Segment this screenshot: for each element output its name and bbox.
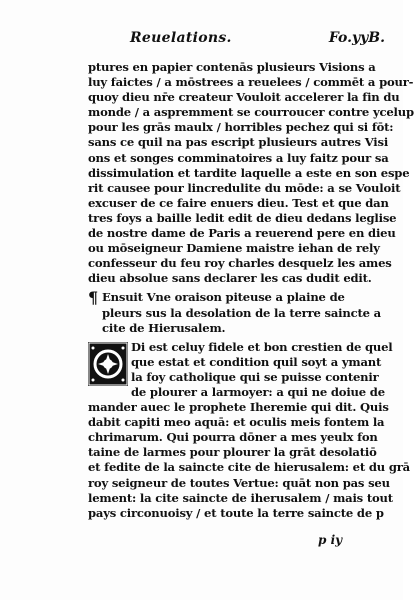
text-line: confesseur du feu roy charles desquelz les ames [88,256,392,271]
running-title: Reuelations. [130,30,232,46]
text-line: excuser de ce faire enuers dieu. Test et que dan [88,195,389,210]
text-line: taine de larmes pour plourer la grāt desolatiō [88,445,377,460]
text-line: luy faictes / a mōstrees a reuelees / commēt a pour- [88,75,414,90]
paragraph-continued [88,400,410,521]
pilcrow-icon: ¶ [88,288,99,308]
text-line: chrimarum. Qui pourra dōner a mes yeulx fon [88,430,378,445]
text-line: lement: la cite saincte de iherusalem / mais tout [88,490,393,505]
text-line: rit causee pour lincredulite du mōde: a se Vouloit [88,180,401,195]
section-heading [88,288,381,335]
text-line: que estat et condition quil soyt a ymant [131,354,382,369]
text-line: ptures en papier contenās plusieurs Visions a [88,60,376,74]
paragraph-continued [88,60,414,286]
text-line: dabit capiti meo aquā: et oculis meis fontem la [88,415,385,430]
text-line: ons et songes comminatoires a luy faitz pour sa [88,150,389,165]
text-line: dieu absolue sans declarer les cas dudit edit. [88,271,372,286]
decorated-initial-icon [88,342,128,386]
text-line: pour les grās maulx / horribles pechez qui si fōt: [88,120,394,135]
text-line: la foy catholique qui se puisse contenir [131,369,379,384]
text-line: de nostre dame de Paris a reuerend pere en dieu [88,226,396,241]
paragraph-with-initial [88,339,393,400]
text-line: tres foys a baille ledit edit de dieu dedans leglise [88,210,397,225]
text-line: monde / a aspremment se courroucer contre ycelup [88,105,414,120]
text-line: de plourer a larmoyer: a qui ne doiue de [131,384,385,399]
text-line: et fedite de la saincte cite de hierusalem: et du grā [88,460,410,475]
text-line: dissimulation et tardite laquelle a este en son espe [88,165,410,180]
text-block [88,60,414,521]
text-line: pays circonuoisy / et toute la terre saincte de p [88,505,384,520]
heading-line: pleurs sus la desolation de la terre saincte a [102,305,381,320]
text-line: quoy dieu nr̄e createur Vouloit accelerer la fin du [88,90,400,105]
text-line: roy seigneur de toutes Vertue: quāt non pas seu [88,475,390,490]
text-line: sans ce quil na pas escript plusieurs autres Visi [88,135,389,150]
text-line: Di est celuy fidele et bon crestien de quel [131,339,393,354]
folio-number: Fo.yyB. [328,30,385,46]
heading-line: cite de Hierusalem. [102,320,226,335]
heading-line: Ensuit Vne oraison piteuse a plaine de [102,290,345,305]
signature-mark: p iy [318,533,343,547]
text-line: mander auec le prophete Iheremie qui dit. Quis [88,400,389,415]
text-line: ou mōseigneur Damiene maistre iehan de rely [88,241,380,256]
running-header [130,30,385,48]
